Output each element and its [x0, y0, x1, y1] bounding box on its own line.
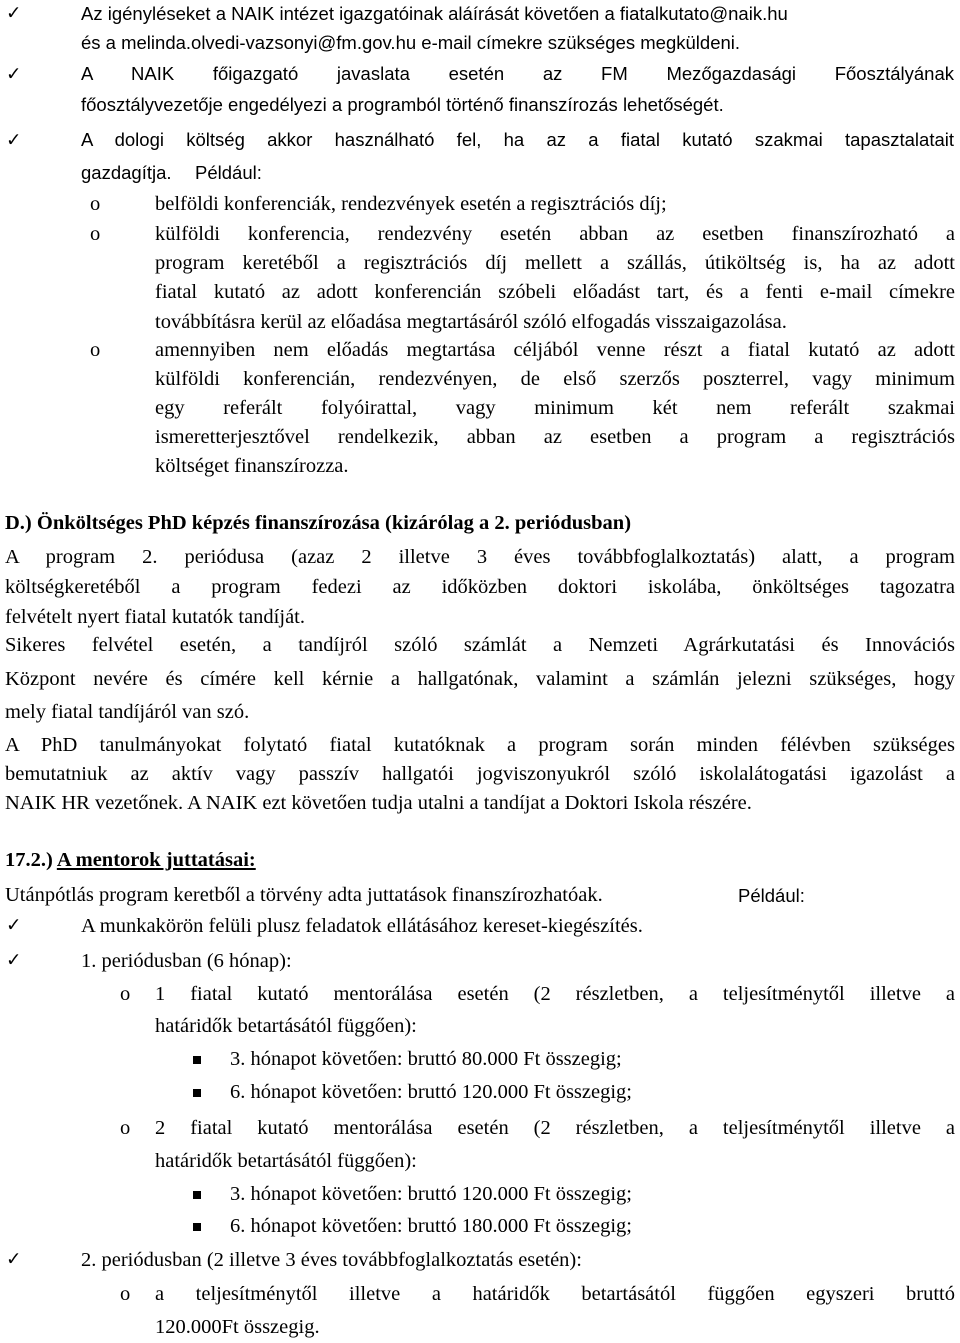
text-line: határidők betartásától függően): [155, 1150, 417, 1172]
check-icon: ✓ [6, 63, 22, 84]
text-line: 6. hónapot követően: bruttó 180.000 Ft összegig; [230, 1215, 632, 1237]
text-line: ismeretterjesztővel rendelkezik, abban az esetben a program a regisztrációs [155, 426, 955, 448]
text-line: költségkeretéből a program fedezi az időközben doktori iskolába, önköltséges tagozatra [5, 576, 955, 598]
check-icon: ✓ [6, 1248, 22, 1269]
text-line: Központ nevére és címére kell kérnie a hallgatónak, valamint a számlán jelezni szükséges, hogy [5, 668, 955, 690]
section-heading-d: D.) Önköltséges PhD képzés finanszírozása (kizárólag a 2. periódusban) [5, 512, 632, 534]
text-line: NAIK HR vezetőnek. A NAIK ezt követően tudja utalni a tandíjat a Doktori Iskola részére. [5, 792, 752, 814]
text-line: 1. periódusban (6 hónap): [81, 950, 292, 972]
text-line: felvételt nyert fiatal kutatók tandíját. [5, 606, 305, 628]
text-line: 3. hónapot követően: bruttó 80.000 Ft összegig; [230, 1048, 622, 1070]
text-line: Például: [738, 885, 805, 906]
text-line: A program 2. periódusa (azaz 2 illetve 3 éves továbbfoglalkoztatás) alatt, a program [5, 546, 955, 568]
square-bullet-icon [193, 1191, 201, 1199]
text-line: A PhD tanulmányokat folytató fiatal kutatóknak a program során minden félévben szükséges [5, 734, 955, 756]
circle-bullet-icon: o [120, 983, 131, 1005]
text-line: költséget finanszírozza. [155, 455, 349, 477]
section-number: 17.2.) [5, 849, 53, 871]
text-line: a teljesítménytől illetve a határidők betartásától függően egyszeri bruttó [155, 1283, 955, 1305]
text-line: Utánpótlás program keretből a törvény adta juttatások finanszírozhatóak. [5, 884, 603, 906]
square-bullet-icon [193, 1089, 201, 1097]
check-icon: ✓ [6, 129, 22, 150]
text-line: mely fiatal tandíjáról van szó. [5, 701, 250, 723]
text-line: fiatal kutató az adott konferencián szóbeli előadást tart, és a fenti e-mail címekre [155, 281, 955, 303]
square-bullet-icon [193, 1223, 201, 1231]
text-line: külföldi konferencián, rendezvényen, de első szerzős poszterrel, vagy minimum [155, 368, 955, 390]
text-line: belföldi konferenciák, rendezvények esetén a regisztrációs díj; [155, 193, 667, 215]
square-bullet-icon [193, 1056, 201, 1064]
text-line: 1 fiatal kutató mentorálása esetén (2 részletben, a teljesítménytől illetve a [155, 983, 955, 1005]
text-line: 3. hónapot követően: bruttó 120.000 Ft összegig; [230, 1183, 632, 1205]
section-heading-17-2 [5, 849, 256, 872]
text-line: 2 fiatal kutató mentorálása esetén (2 részletben, a teljesítménytől illetve a [155, 1117, 955, 1139]
section-title: A mentorok juttatásai: [56, 849, 256, 871]
check-icon: ✓ [6, 914, 22, 935]
text-line: külföldi konferencia, rendezvény esetén abban az esetben finanszírozható a [155, 223, 955, 245]
text-line: gazdagítja. [81, 162, 172, 183]
text-line: egy referált folyóirattal, vagy minimum két nem referált szakmai [155, 397, 955, 419]
text-line: és a melinda.olvedi-vazsonyi@fm.gov.hu e-mail címekre szükséges megküldeni. [81, 32, 741, 53]
circle-bullet-icon: o [90, 223, 101, 245]
text-line: Sikeres felvétel esetén, a tandíjról szóló számlát a Nemzeti Agrárkutatási és Innovációs [5, 634, 955, 656]
text-line: 120.000Ft összegig. [155, 1316, 320, 1338]
check-icon: ✓ [6, 2, 22, 23]
text-line: határidők betartásától függően): [155, 1015, 417, 1037]
text-line: bemutatniuk az aktív vagy passzív hallgatói jogviszonyukról szóló iskolalátogatási igazolást a [5, 763, 955, 785]
circle-bullet-icon: o [90, 193, 101, 215]
text-line: program keretéből a regisztrációs díj mellett a szállás, útiköltség is, ha az adott [155, 252, 955, 274]
text-line: 2. periódusban (2 illetve 3 éves továbbfoglalkoztatás esetén): [81, 1249, 582, 1271]
text-line: A munkakörön felüli plusz feladatok ellátásához kereset-kiegészítés. [81, 915, 643, 937]
circle-bullet-icon: o [120, 1283, 131, 1305]
text-line: 6. hónapot követően: bruttó 120.000 Ft összegig; [230, 1081, 632, 1103]
text-line: A NAIK főigazgató javaslata esetén az FM Mezőgazdasági Főosztályának [81, 63, 954, 84]
text-line: Például: [195, 162, 262, 183]
text-line: A dologi költség akkor használható fel, ha az a fiatal kutató szakmai tapasztalatait [81, 129, 954, 150]
text-line: amennyiben nem előadás megtartása céljából venne részt a fiatal kutató az adott [155, 339, 955, 361]
text-line: főosztályvezetője engedélyezi a programból történő finanszírozás lehetőségét. [81, 94, 724, 115]
text-line: továbbításra kerül az előadása megtartásáról szóló elfogadás visszaigazolása. [155, 311, 787, 333]
circle-bullet-icon: o [120, 1117, 131, 1139]
text-line: Az igényléseket a NAIK intézet igazgatóinak aláírását követően a fiatalkutato@naik.hu [81, 3, 788, 24]
check-icon: ✓ [6, 949, 22, 970]
circle-bullet-icon: o [90, 339, 101, 361]
